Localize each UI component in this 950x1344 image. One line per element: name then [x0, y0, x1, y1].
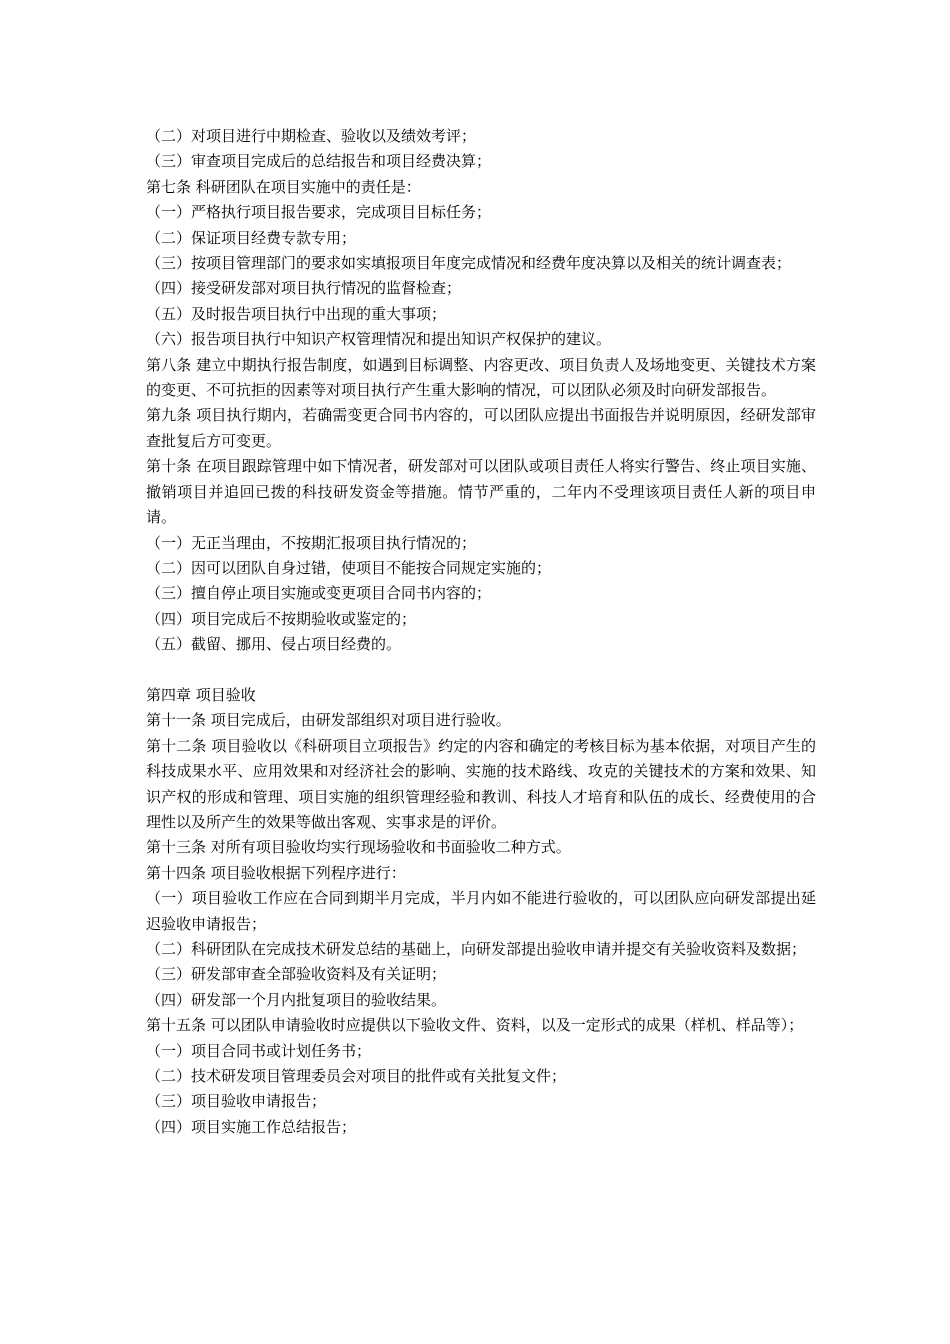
document-paragraph: （三）擅自停止项目实施或变更项目合同书内容的； — [146, 584, 492, 603]
document-body — [146, 124, 816, 1140]
document-paragraph: （四）研发部一个月内批复项目的验收结果。 — [146, 990, 447, 1009]
document-paragraph: （一）无正当理由，不按期汇报项目执行情况的； — [146, 533, 477, 552]
blank-line — [146, 658, 816, 683]
document-paragraph: 第八条 建立中期执行报告制度，如遇到目标调整、内容更改、项目负责人及场地变更、关键技术方案的变更、不可抗拒的因素等对项目执行产生重大影响的情况，可以团队必须及时向研发部报告。 — [146, 355, 816, 400]
document-paragraph: 第七条 科研团队在项目实施中的责任是： — [146, 177, 421, 196]
document-paragraph: （五）及时报告项目执行中出现的重大事项； — [146, 304, 447, 323]
document-paragraph: （五）截留、挪用、侵占项目经费的。 — [146, 635, 402, 654]
document-paragraph: 第十一条 项目完成后，由研发部组织对项目进行验收。 — [146, 711, 511, 730]
document-paragraph: （一）严格执行项目报告要求，完成项目目标任务； — [146, 203, 492, 222]
document-paragraph: 第十条 在项目跟踪管理中如下情况者，研发部对可以团队或项目责任人将实行警告、终止项目实施、撤销项目并追回已拨的科技研发资金等措施。情节严重的，二年内不受理该项目责任人新的项目申请。 — [146, 457, 816, 527]
document-paragraph: （二）对项目进行中期检查、验收以及绩效考评； — [146, 127, 477, 145]
document-paragraph: （三）按项目管理部门的要求如实填报项目年度完成情况和经费年度决算以及相关的统计调查表； — [146, 254, 792, 273]
document-paragraph: （三）审查项目完成后的总结报告和项目经费决算； — [146, 152, 492, 171]
document-paragraph: （三）项目验收申请报告； — [146, 1092, 327, 1111]
document-paragraph: （二）因可以团队自身过错，使项目不能按合同规定实施的； — [146, 558, 552, 577]
document-paragraph: （二）保证项目经费专款专用； — [146, 228, 357, 247]
document-paragraph: 第九条 项目执行期内，若确需变更合同书内容的，可以团队应提出书面报告并说明原因，经研发部审查批复后方可变更。 — [146, 406, 816, 450]
document-paragraph: 第十三条 对所有项目验收均实行现场验收和书面验收二种方式。 — [146, 838, 571, 857]
document-paragraph: 第十五条 可以团队申请验收时应提供以下验收文件、资料，以及一定形式的成果（样机、样品等）； — [146, 1016, 804, 1035]
document-paragraph: （三）研发部审查全部验收资料及有关证明； — [146, 965, 447, 984]
document-paragraph: （二）科研团队在完成技术研发总结的基础上，向研发部提出验收申请并提交有关验收资料及数据； — [146, 939, 807, 958]
document-paragraph: （四）接受研发部对项目执行情况的监督检查； — [146, 279, 462, 298]
document-paragraph: （四）项目完成后不按期验收或鉴定的； — [146, 609, 417, 628]
document-paragraph: （一）项目合同书或计划任务书； — [146, 1041, 372, 1060]
document-paragraph: 第十二条 项目验收以《科研项目立项报告》约定的内容和确定的考核目标为基本依据，对项目产生的科技成果水平、应用效果和对经济社会的影响、实施的技术路线、攻克的关键技术的方案和效果、知识产权的形成和管理、项目实施的组织管理经验和教训、科技人才培育和队伍的成长、经费使用的合理性以及所产生的效果等做出客观、实事求是的评价。 — [146, 736, 816, 831]
document-paragraph: （四）项目实施工作总结报告； — [146, 1117, 357, 1136]
document-paragraph: （一）项目验收工作应在合同到期半月完成，半月内如不能进行验收的，可以团队应向研发部提出延迟验收申请报告； — [146, 889, 816, 933]
document-paragraph: 第四章 项目验收 — [146, 685, 256, 704]
document-paragraph: （六）报告项目执行中知识产权管理情况和提出知识产权保护的建议。 — [146, 330, 612, 349]
document-paragraph: 第十四条 项目验收根据下列程序进行： — [146, 863, 406, 882]
document-paragraph: （二）技术研发项目管理委员会对项目的批件或有关批复文件； — [146, 1067, 567, 1086]
